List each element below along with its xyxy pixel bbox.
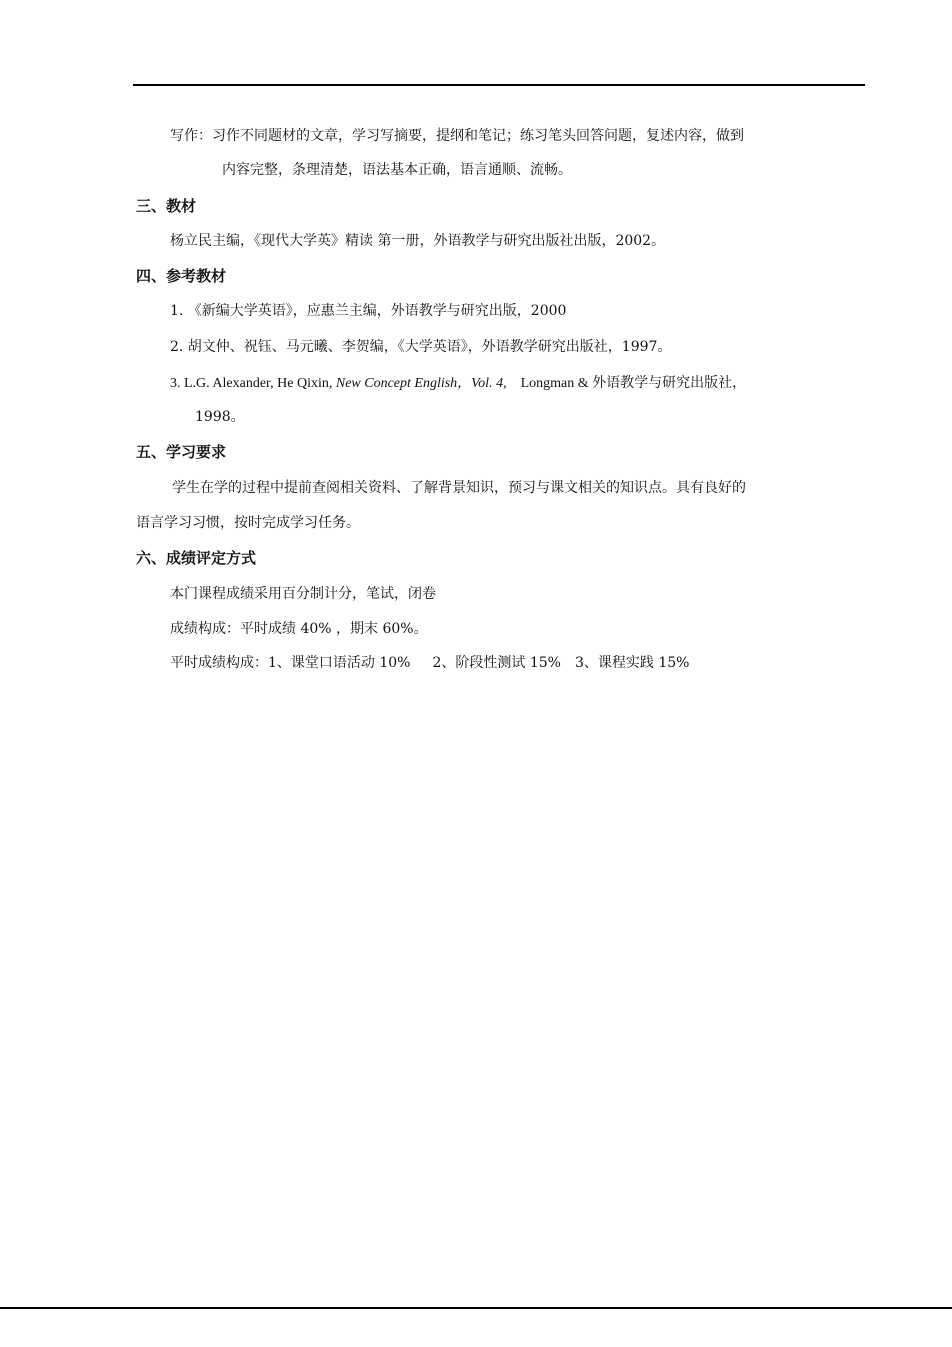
section-heading-assessment: 六、成绩评定方式 bbox=[136, 549, 257, 567]
assessment-breakdown-label: 平时成绩构成： bbox=[170, 655, 268, 671]
reference-item-3 bbox=[170, 373, 746, 394]
reference-3-authors: 3. L.G. Alexander, He Qixin, bbox=[170, 376, 336, 391]
section-heading-requirements: 五、学习要求 bbox=[136, 443, 227, 461]
writing-line-1: 写作：习作不同题材的文章，学习写摘要，提纲和笔记；练习笔头回答问题，复述内容，做到 bbox=[170, 128, 744, 144]
writing-line-2: 内容完整，条理清楚，语法基本正确，语言通顺、流畅。 bbox=[222, 162, 572, 178]
reference-3-publisher: Longman & 外语教学与研究出版社， bbox=[520, 376, 747, 391]
assessment-line-2: 成绩构成：平时成绩 40% ，期末 60%。 bbox=[170, 621, 428, 637]
assessment-item-2: 2、阶段性测试 15% bbox=[432, 655, 561, 671]
assessment-line-1: 本门课程成绩采用百分制计分，笔试，闭卷 bbox=[170, 586, 436, 602]
section-heading-textbook: 三、教材 bbox=[136, 197, 197, 215]
reference-3-title: New Concept English，Vol. 4, bbox=[335, 376, 507, 391]
reference-item-2: 2. 胡文仲、祝钰、马元曦、李贺编，《大学英语》，外语教学研究出版社，1997。 bbox=[170, 339, 672, 355]
header-rule bbox=[133, 84, 865, 86]
requirements-line-2: 语言学习习惯，按时完成学习任务。 bbox=[136, 515, 360, 531]
reference-item-1: 1. 《新编大学英语》，应惠兰主编，外语教学与研究出版，2000 bbox=[170, 303, 567, 319]
requirements-line-1: 学生在学的过程中提前查阅相关资料、了解背景知识，预习与课文相关的知识点。具有良好的 bbox=[172, 480, 746, 496]
footer-rule bbox=[0, 1307, 952, 1309]
assessment-line-3 bbox=[170, 653, 689, 673]
section-heading-references: 四、参考教材 bbox=[136, 267, 227, 285]
textbook-text: 杨立民主编，《现代大学英》精读 第一册，外语教学与研究出版社出版，2002。 bbox=[170, 233, 666, 249]
assessment-item-1: 1、课堂口语活动 10% bbox=[268, 655, 411, 671]
assessment-item-3: 3、课程实践 15% bbox=[574, 655, 690, 671]
reference-item-3-year: 1998。 bbox=[195, 409, 245, 425]
